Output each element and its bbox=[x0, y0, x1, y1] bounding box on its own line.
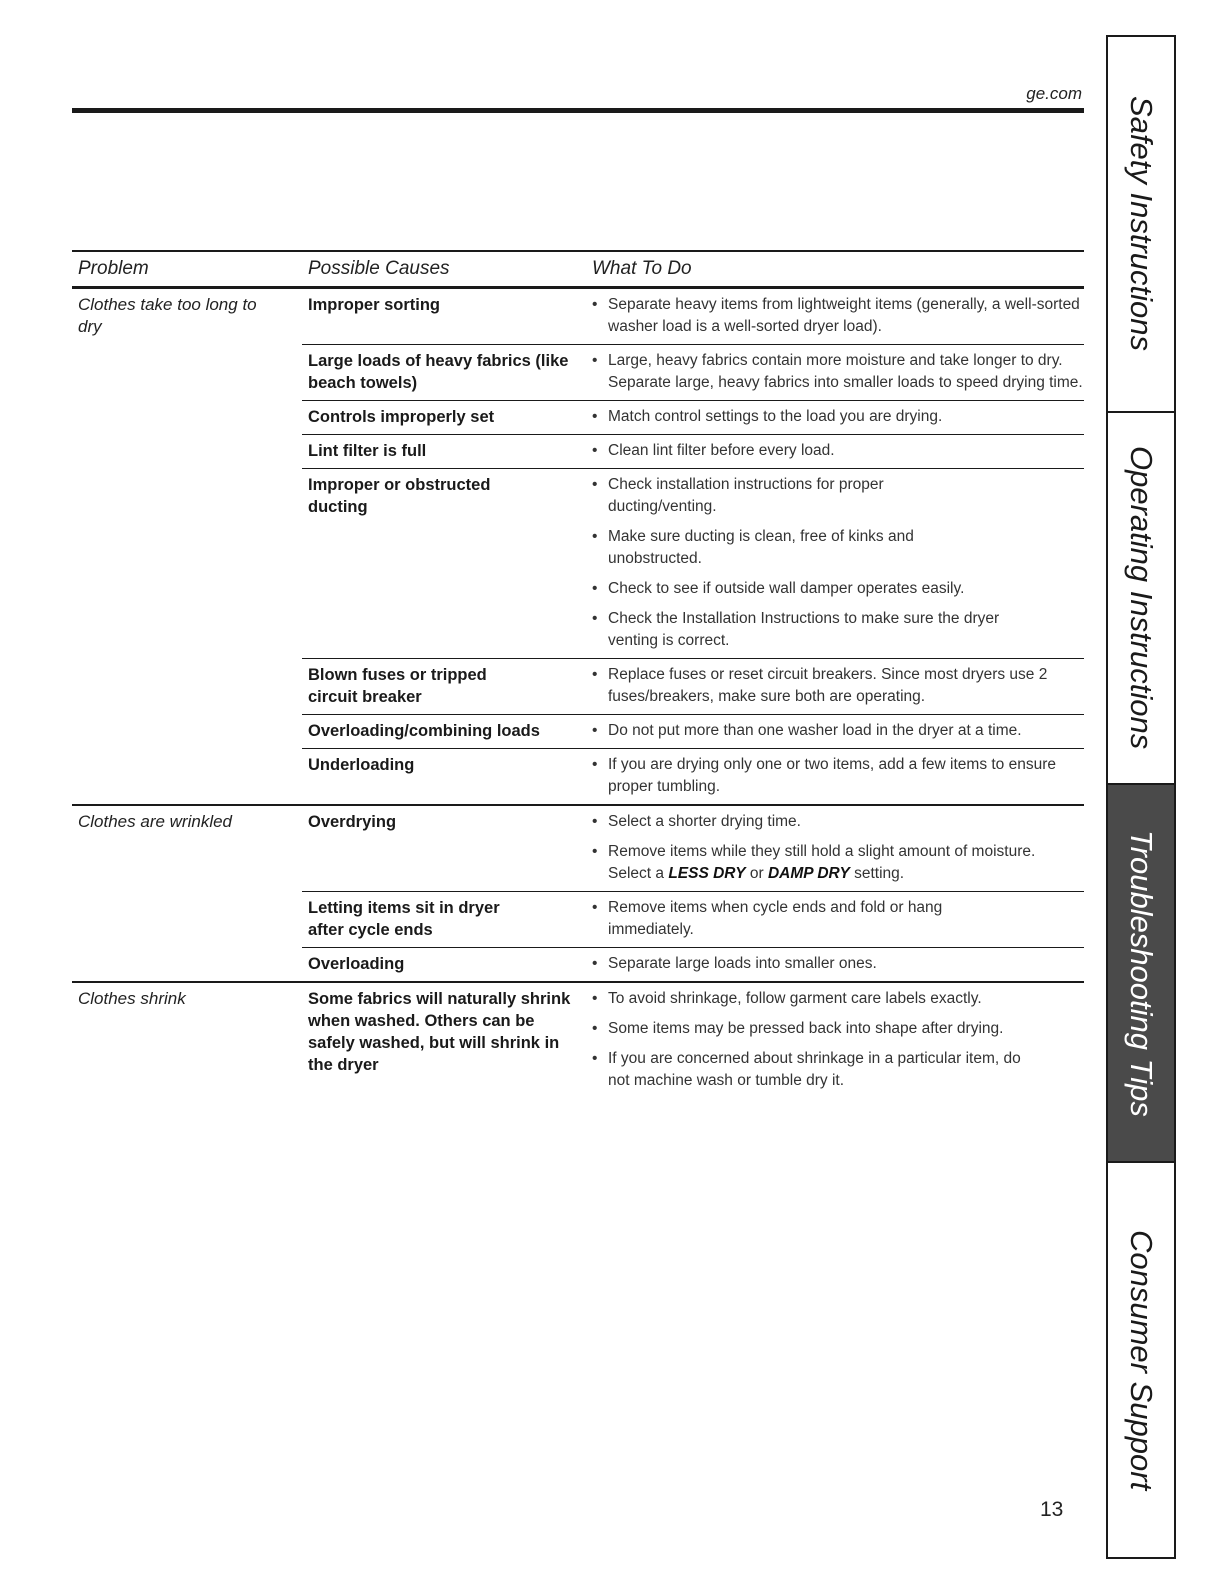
table-header-row bbox=[72, 252, 1084, 287]
bullet-icon: • bbox=[592, 843, 598, 860]
todo-item bbox=[592, 754, 1084, 798]
cause-row bbox=[302, 344, 1084, 400]
bullet-icon: • bbox=[592, 955, 598, 972]
cause-label: Underloading bbox=[308, 756, 415, 774]
cause-row bbox=[302, 748, 1084, 804]
bullet-icon: • bbox=[592, 756, 598, 773]
header-problem: Problem bbox=[78, 258, 149, 279]
todo-text-part: Remove items while they still hold a slight amount of moisture. Select a bbox=[608, 843, 1036, 882]
todo-item bbox=[592, 811, 1084, 833]
tab-safety-instructions[interactable] bbox=[1108, 37, 1174, 413]
todo-list bbox=[592, 659, 1084, 714]
problem-group bbox=[72, 804, 1084, 981]
todo-text: Check the Installation Instructions to make sure the dryer venting is correct. bbox=[608, 610, 1000, 649]
troubleshooting-table bbox=[72, 250, 1084, 1098]
problem-label: Clothes take too long to dry bbox=[78, 295, 257, 336]
todo-list bbox=[592, 983, 1084, 1098]
cause-row bbox=[302, 289, 1084, 344]
bullet-icon: • bbox=[592, 476, 598, 493]
problem-label: Clothes shrink bbox=[78, 989, 186, 1008]
cause-label: Blown fuses or tripped circuit breaker bbox=[308, 666, 487, 706]
todo-item bbox=[592, 720, 1084, 742]
todo-item bbox=[592, 294, 1084, 338]
todo-item bbox=[592, 897, 1084, 941]
todo-list bbox=[592, 806, 1084, 891]
causes-list bbox=[302, 806, 1084, 981]
damp-dry-setting: DAMP DRY bbox=[767, 865, 850, 882]
cause-label: Overdrying bbox=[308, 813, 397, 831]
cause-row bbox=[302, 947, 1084, 981]
bullet-icon: • bbox=[592, 610, 598, 627]
todo-item bbox=[592, 953, 1084, 975]
bullet-icon: • bbox=[592, 580, 598, 597]
todo-list bbox=[592, 715, 1084, 748]
cause-label: Controls improperly set bbox=[308, 408, 495, 426]
bullet-icon: • bbox=[592, 408, 598, 425]
cause-label: Lint filter is full bbox=[308, 442, 427, 460]
problem-label: Clothes are wrinkled bbox=[78, 812, 233, 831]
less-dry-setting: LESS DRY bbox=[668, 865, 746, 882]
todo-item bbox=[592, 664, 1084, 708]
todo-item bbox=[592, 474, 1084, 518]
todo-item bbox=[592, 440, 1084, 462]
header-possible-causes: Possible Causes bbox=[308, 258, 450, 279]
todo-list bbox=[592, 892, 1084, 947]
todo-text: To avoid shrinkage, follow garment care labels exactly. bbox=[608, 990, 982, 1007]
bullet-icon: • bbox=[592, 722, 598, 739]
tab-label: Consumer Support bbox=[1124, 1229, 1159, 1491]
todo-text: Match control settings to the load you are drying. bbox=[608, 408, 943, 425]
todo-text: Some items may be pressed back into shape after drying. bbox=[608, 1020, 1004, 1037]
todo-item bbox=[592, 578, 1084, 600]
bullet-icon: • bbox=[592, 296, 598, 313]
todo-list bbox=[592, 401, 1084, 434]
todo-text-part: setting. bbox=[849, 865, 905, 882]
cause-label: Some fabrics will naturally shrink when washed. Others can be safely washed, but will shrink in the dryer bbox=[308, 990, 571, 1074]
todo-item bbox=[592, 526, 1084, 570]
page-number: 13 bbox=[1040, 1498, 1064, 1521]
cause-row bbox=[302, 468, 1084, 658]
causes-list bbox=[302, 983, 1084, 1098]
todo-item bbox=[592, 988, 1084, 1010]
cause-row bbox=[302, 434, 1084, 468]
todo-list bbox=[592, 435, 1084, 468]
todo-text: Large, heavy fabrics contain more moisture and take longer to dry. Separate large, heavy fabrics into smaller loads to speed drying time. bbox=[608, 352, 1083, 391]
todo-item bbox=[592, 608, 1084, 652]
cause-row bbox=[302, 400, 1084, 434]
todo-text: If you are concerned about shrinkage in a particular item, do not machine wash or tumble dry it. bbox=[608, 1050, 1021, 1089]
todo-text: Check installation instructions for proper ducting/venting. bbox=[608, 476, 884, 515]
cause-label: Improper sorting bbox=[308, 296, 441, 314]
bullet-icon: • bbox=[592, 1050, 598, 1067]
bullet-icon: • bbox=[592, 1020, 598, 1037]
causes-list bbox=[302, 289, 1084, 804]
todo-text: If you are drying only one or two items, add a few items to ensure proper tumbling. bbox=[608, 756, 1057, 795]
todo-item bbox=[592, 406, 1084, 428]
todo-item bbox=[592, 1048, 1084, 1092]
todo-text: Clean lint filter before every load. bbox=[608, 442, 835, 459]
header-rule bbox=[72, 108, 1084, 113]
todo-list bbox=[592, 948, 1084, 981]
todo-text bbox=[608, 843, 1035, 882]
todo-item bbox=[592, 841, 1084, 885]
tab-troubleshooting-tips[interactable] bbox=[1108, 785, 1174, 1163]
problem-group bbox=[72, 287, 1084, 804]
tab-label: Safety Instructions bbox=[1124, 96, 1159, 352]
cause-label: Letting items sit in dryer after cycle ends bbox=[308, 899, 500, 939]
bullet-icon: • bbox=[592, 442, 598, 459]
problem-group bbox=[72, 981, 1084, 1098]
cause-row bbox=[302, 714, 1084, 748]
todo-text: Remove items when cycle ends and fold or hang immediately. bbox=[608, 899, 943, 938]
header-what-to-do: What To Do bbox=[592, 258, 692, 279]
section-tabs bbox=[1106, 35, 1176, 1559]
cause-row bbox=[302, 658, 1084, 714]
todo-text: Check to see if outside wall damper operates easily. bbox=[608, 580, 965, 597]
todo-item bbox=[592, 350, 1084, 394]
cause-row bbox=[302, 983, 1084, 1098]
todo-list bbox=[592, 345, 1084, 400]
bullet-icon: • bbox=[592, 813, 598, 830]
bullet-icon: • bbox=[592, 352, 598, 369]
cause-label: Improper or obstructed ducting bbox=[308, 476, 491, 516]
todo-text: Do not put more than one washer load in the dryer at a time. bbox=[608, 722, 1022, 739]
todo-text: Separate large loads into smaller ones. bbox=[608, 955, 877, 972]
tab-label: Operating Instructions bbox=[1124, 446, 1159, 750]
bullet-icon: • bbox=[592, 528, 598, 545]
bullet-icon: • bbox=[592, 899, 598, 916]
cause-label: Large loads of heavy fabrics (like beach towels) bbox=[308, 352, 569, 392]
cause-label: Overloading bbox=[308, 955, 405, 973]
todo-list bbox=[592, 749, 1084, 804]
site-url: ge.com bbox=[1026, 84, 1082, 103]
todo-text: Replace fuses or reset circuit breakers. Since most dryers use 2 fuses/breakers, make sure both are operating. bbox=[608, 666, 1048, 705]
todo-item bbox=[592, 1018, 1084, 1040]
todo-list bbox=[592, 469, 1084, 658]
tab-operating-instructions[interactable] bbox=[1108, 413, 1174, 785]
todo-text: Separate heavy items from lightweight items (generally, a well-sorted washer load is a well-sorted dryer load). bbox=[608, 296, 1080, 335]
todo-list bbox=[592, 289, 1084, 344]
tab-consumer-support[interactable] bbox=[1108, 1163, 1174, 1557]
bullet-icon: • bbox=[592, 666, 598, 683]
cause-label: Overloading/combining loads bbox=[308, 722, 540, 740]
bullet-icon: • bbox=[592, 990, 598, 1007]
todo-text-part: or bbox=[745, 865, 768, 882]
cause-row bbox=[302, 891, 1084, 947]
tab-label: Troubleshooting Tips bbox=[1124, 829, 1159, 1117]
todo-text: Select a shorter drying time. bbox=[608, 813, 801, 830]
todo-text: Make sure ducting is clean, free of kinks and unobstructed. bbox=[608, 528, 914, 567]
cause-row bbox=[302, 806, 1084, 891]
